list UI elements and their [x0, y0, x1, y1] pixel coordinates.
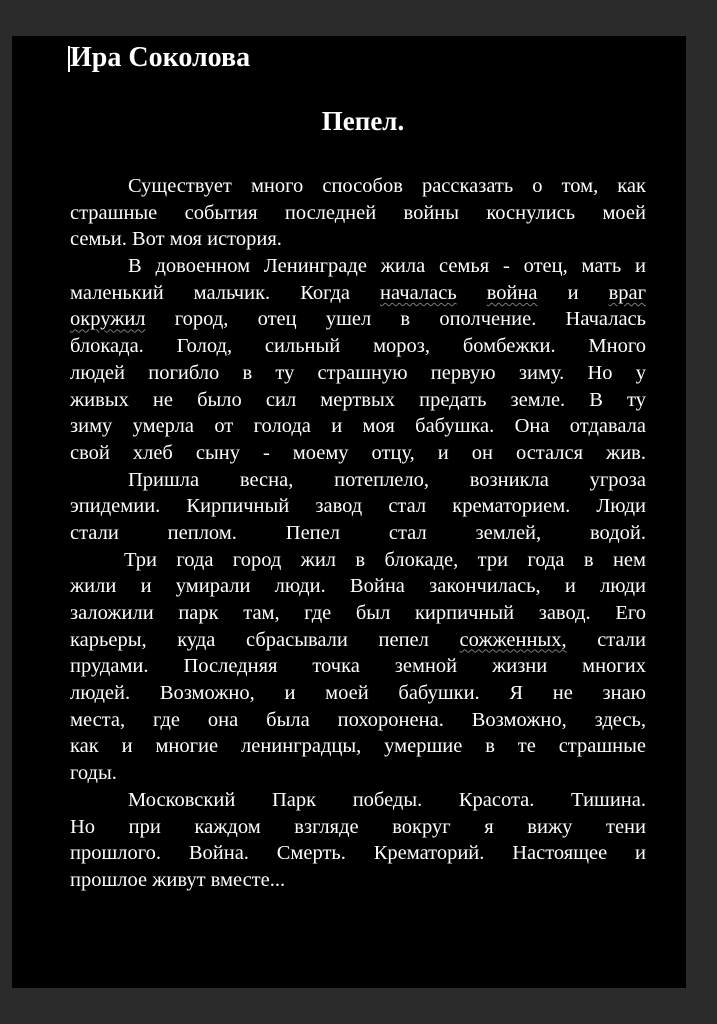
text-line: маленький мальчик. Когда началась война и враг: [70, 281, 646, 304]
document-body[interactable]: [70, 173, 646, 894]
text-line: блокада. Голод, сильный мороз, бомбежки. Много: [70, 335, 646, 358]
text-line: жили и умирали люди. Война закончилась, и люди: [70, 575, 646, 598]
text-line: эпидемии. Кирпичный завод стал крематорием. Люди: [70, 495, 646, 518]
text-line: Пришла весна, потеплело, возникла угроза: [128, 468, 646, 491]
text-line: прошлого. Война. Смерть. Крематорий. Настоящее и: [70, 842, 646, 865]
text-line: людей. Возможно, и моей бабушки. Я не знаю: [70, 682, 646, 705]
text-line: места, где она была похоронена. Возможно, здесь,: [70, 708, 646, 731]
text-line: В довоенном Ленинграде жила семья - отец, мать и: [128, 255, 646, 278]
text-line: зиму умерла от голода и моя бабушка. Она отдавала: [70, 415, 646, 438]
text-line: годы.: [70, 762, 117, 785]
text-line: Но при каждом взгляде вокруг я вижу тени: [70, 815, 646, 838]
text-line: людей погибло в ту страшную первую зиму. Но у: [70, 361, 646, 384]
text-line: как и многие ленинградцы, умершие в те страшные: [70, 735, 646, 758]
text-line: страшные события последней войны коснулись моей: [70, 201, 646, 224]
author-name: Ира Соколова: [70, 42, 251, 73]
text-line: Три года город жил в блокаде, три года в нем: [124, 548, 646, 571]
document-page[interactable]: [12, 36, 686, 988]
text-line: Московский Парк победы. Красота. Тишина.: [128, 788, 646, 811]
text-line: живых не было сил мертвых предать земле. В ту: [70, 388, 646, 411]
document-title: Пепел.: [321, 106, 405, 136]
text-line: прошлое живут вместе...: [70, 868, 286, 891]
text-line: карьеры, куда сбрасывали пепел сожженных, стали: [70, 628, 647, 651]
text-line: окружил город, отец ушел в ополчение. Началась: [70, 308, 646, 331]
text-line: Существует много способов рассказать о том, как: [128, 175, 646, 197]
text-line: семьи. Вот моя история.: [70, 228, 282, 251]
text-line: свой хлеб сыну - моему отцу, и он остался жив.: [70, 441, 646, 464]
text-line: прудами. Последняя точка земной жизни многих: [70, 655, 646, 678]
text-line: стали пеплом. Пепел стал землей, водой.: [70, 521, 646, 544]
text-line: заложили парк там, где был кирпичный завод. Его: [70, 602, 646, 624]
